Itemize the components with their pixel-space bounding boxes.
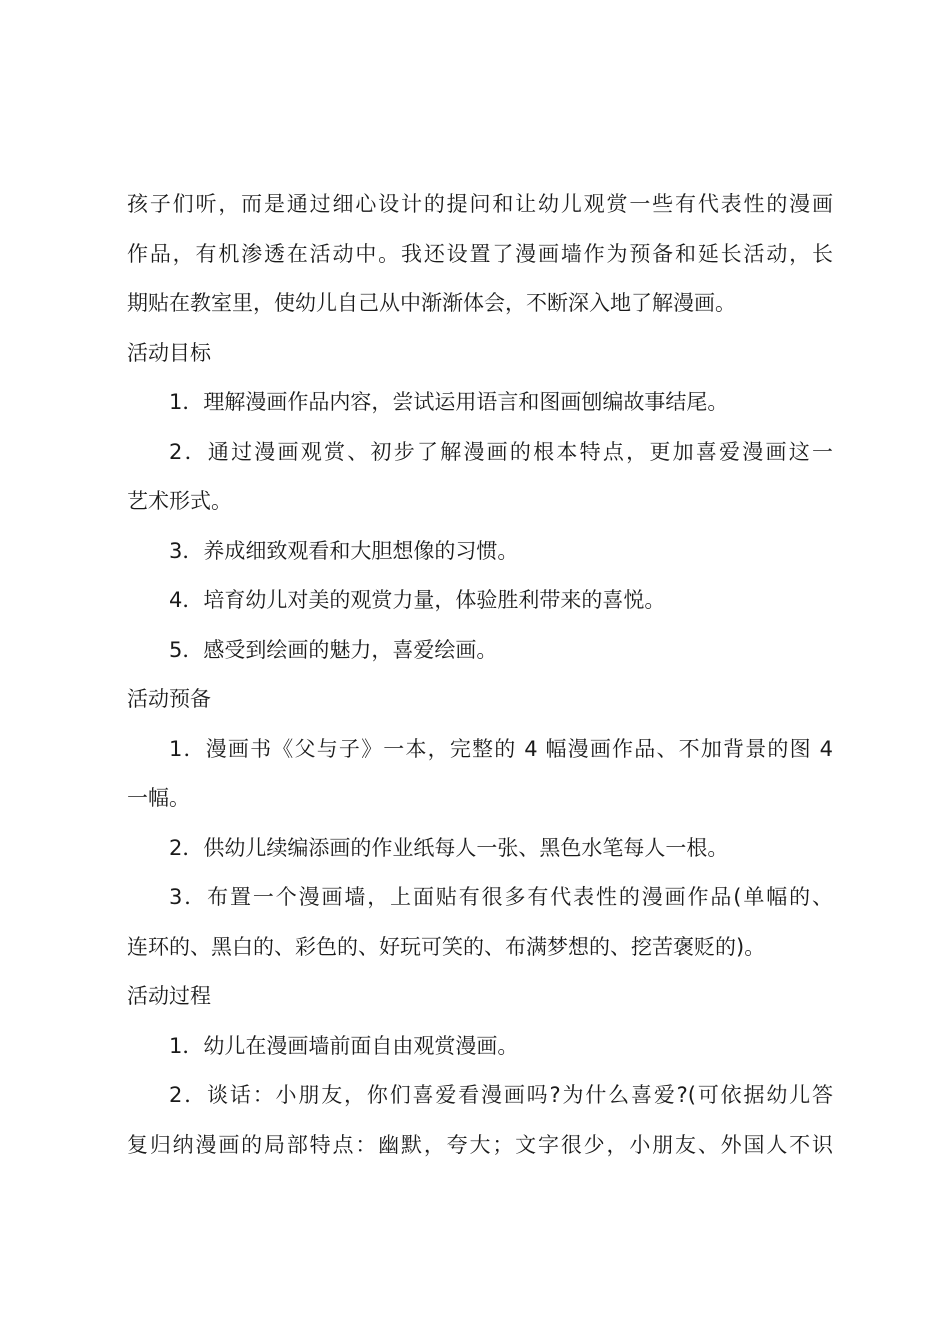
list-item: 3．布置一个漫画墙，上面贴有很多有代表性的漫画作品(单幅的、 <box>169 885 833 909</box>
list-item-continuation: 连环的、黑白的、彩色的、好玩可笑的、布满梦想的、挖苦褒贬的)。 <box>127 934 766 959</box>
section-heading-preparation: 活动预备 <box>127 687 211 711</box>
list-item: 1．理解漫画作品内容，尝试运用语言和图画刨编故事结尾。 <box>169 390 729 414</box>
section-heading-goals: 活动目标 <box>127 340 211 365</box>
list-item: 2．谈话：小朋友，你们喜爱看漫画吗?为什么喜爱?(可依据幼儿答 <box>169 1083 833 1107</box>
list-item: 1．幼儿在漫画墙前面自由观赏漫画。 <box>169 1033 519 1058</box>
section-heading-process: 活动过程 <box>127 984 211 1008</box>
list-item: 3．养成细致观看和大胆想像的习惯。 <box>169 538 519 563</box>
paragraph-line: 孩子们听，而是通过细心设计的提问和让幼儿观赏一些有代表性的漫画 <box>127 192 833 216</box>
list-item-continuation: 一幅。 <box>127 786 190 810</box>
list-item: 1．漫画书《父与子》一本，完整的 4 幅漫画作品、不加背景的图 4 <box>169 736 833 761</box>
list-item: 4．培育幼儿对美的观赏力量，体验胜利带来的喜悦。 <box>169 588 666 612</box>
paragraph-line: 作品，有机渗透在活动中。我还设置了漫画墙作为预备和延长活动，长 <box>127 241 833 266</box>
paragraph-line: 期贴在教室里，使幼儿自己从中渐渐体会，不断深入地了解漫画。 <box>127 291 736 315</box>
list-item-continuation: 复归纳漫画的局部特点：幽默，夸大；文字很少，小朋友、外国人不识 <box>127 1132 833 1157</box>
list-item: 2．通过漫画观赏、初步了解漫画的根本特点，更加喜爱漫画这一 <box>169 439 833 464</box>
list-item-continuation: 艺术形式。 <box>127 489 232 513</box>
list-item: 2．供幼儿续编添画的作业纸每人一张、黑色水笔每人一根。 <box>169 835 729 860</box>
list-item: 5．感受到绘画的魅力，喜爱绘画。 <box>169 637 498 662</box>
document-body <box>127 180 833 1170</box>
